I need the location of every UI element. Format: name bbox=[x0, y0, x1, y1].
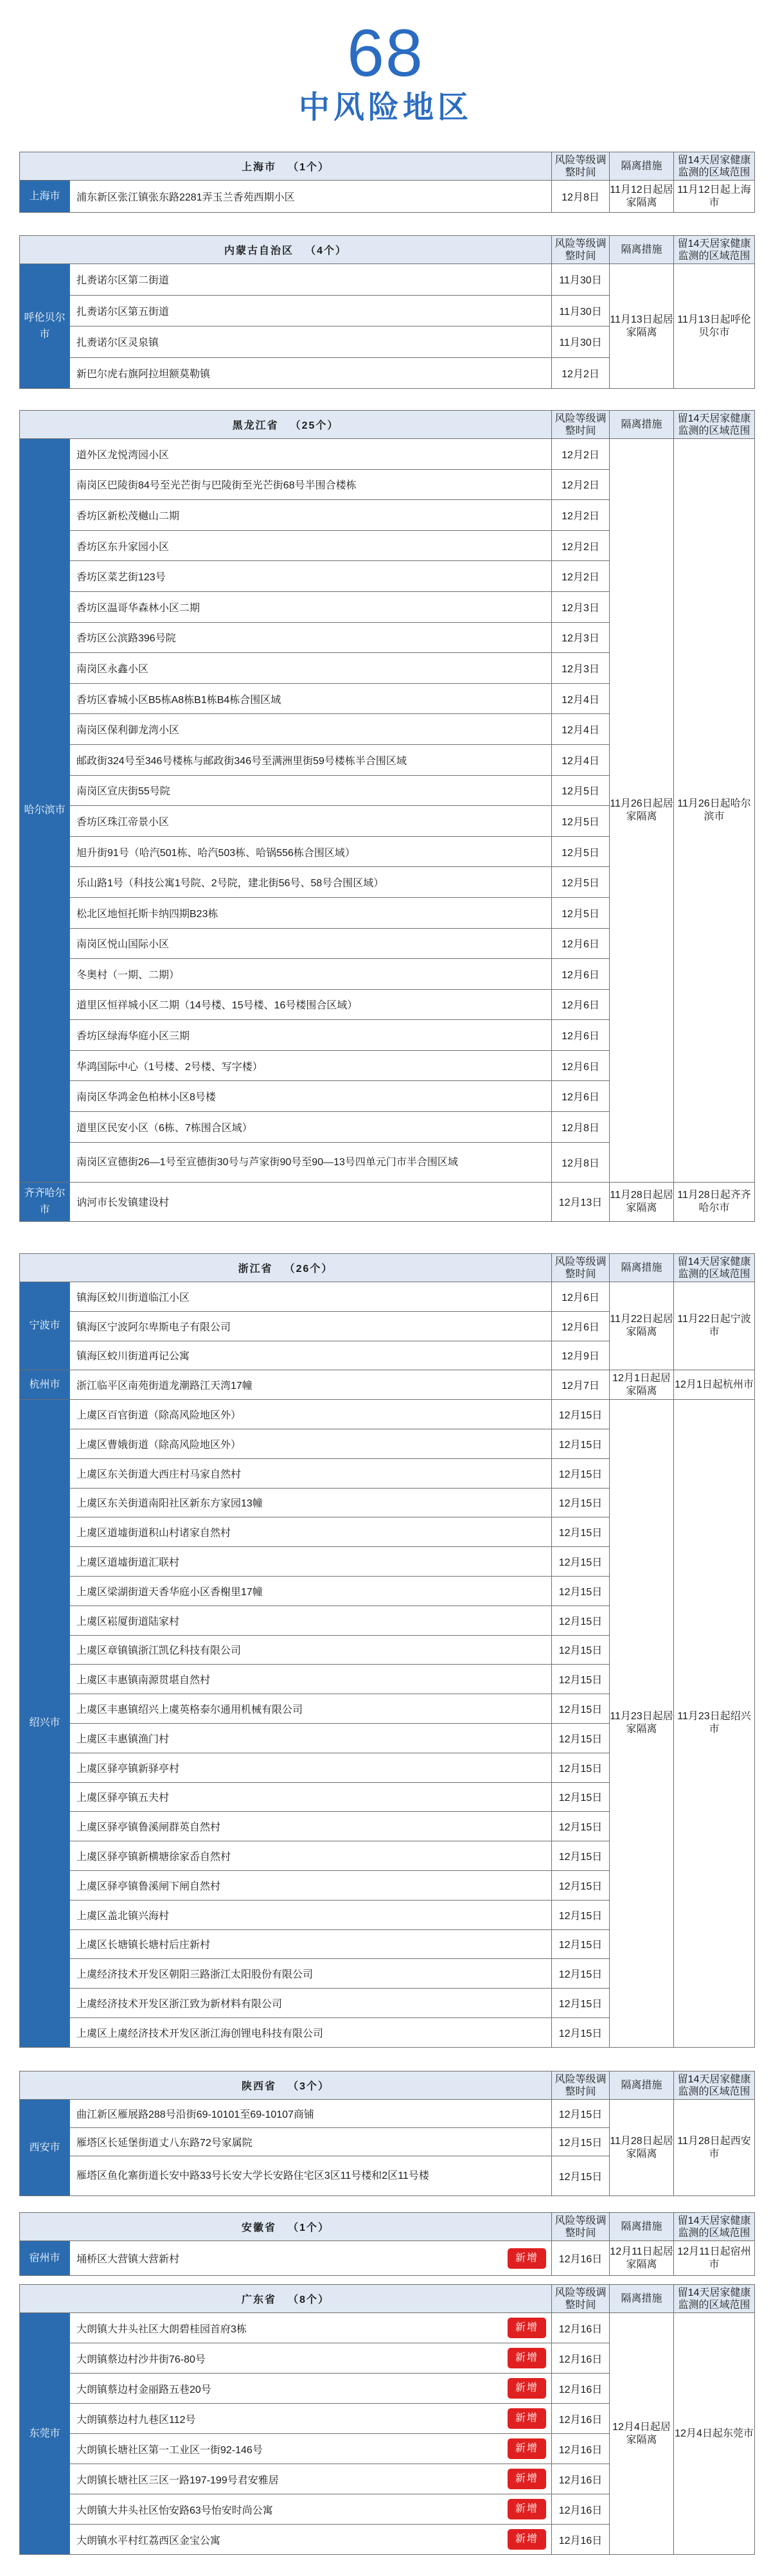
date-cell: 12月16日 bbox=[552, 2374, 610, 2404]
header-monitor-label: 留14天居家健康监测的区域范围 bbox=[674, 152, 755, 181]
header-measure-label: 隔离措施 bbox=[610, 152, 674, 181]
date-cell: 11月30日 bbox=[552, 326, 610, 358]
province-header-row bbox=[20, 411, 755, 439]
date-cell: 12月16日 bbox=[552, 2494, 610, 2525]
province-count: （1个） bbox=[288, 2223, 330, 2233]
date-cell: 12月3日 bbox=[552, 591, 610, 622]
location-cell bbox=[70, 2494, 552, 2525]
province-name: 内蒙古自治区 bbox=[224, 246, 294, 256]
date-cell: 11月30日 bbox=[552, 295, 610, 326]
location-cell: 上虞区崧厦街道陆家村 bbox=[70, 1606, 552, 1635]
location-cell: 上虞区道墟街道积山村诸家自然村 bbox=[70, 1517, 552, 1547]
location-row bbox=[20, 439, 755, 470]
date-cell: 12月6日 bbox=[552, 959, 610, 990]
date-cell: 12月16日 bbox=[552, 2464, 610, 2494]
province-section bbox=[19, 1253, 754, 2048]
location-row bbox=[20, 1182, 755, 1221]
location-cell: 雁塔区长延堡街道丈八东路72号家属院 bbox=[70, 2128, 552, 2156]
location-cell: 南岗区永鑫小区 bbox=[70, 653, 552, 684]
date-cell: 12月2日 bbox=[552, 561, 610, 592]
header-monitor-label: 留14天居家健康监测的区域范围 bbox=[674, 411, 755, 439]
province-header-row bbox=[20, 2213, 755, 2241]
location-text: 大朗镇大井头社区大朗碧桂园首府3栋 bbox=[76, 2323, 247, 2335]
location-text: 大朗镇蔡边村沙井街76-80号 bbox=[76, 2354, 206, 2365]
location-cell: 扎赉诺尔区灵泉镇 bbox=[70, 326, 552, 358]
location-cell: 上虞经济技术开发区朝阳三路浙江太阳股份有限公司 bbox=[70, 1959, 552, 1989]
header-monitor-label: 留14天居家健康监测的区域范围 bbox=[674, 2071, 755, 2100]
province-name: 广东省 bbox=[242, 2294, 277, 2305]
location-cell: 上虞区丰惠镇渔门村 bbox=[70, 1723, 552, 1753]
measure-cell: 12月4日起居家隔离 bbox=[610, 2313, 674, 2555]
date-cell: 12月6日 bbox=[552, 1020, 610, 1051]
location-row bbox=[20, 181, 755, 213]
province-header-row bbox=[20, 1254, 755, 1282]
monitor-cell: 12月1日起杭州市 bbox=[674, 1370, 755, 1400]
location-cell: 南岗区保利御龙湾小区 bbox=[70, 714, 552, 745]
measure-cell: 11月23日起居家隔离 bbox=[610, 1400, 674, 2048]
province-header bbox=[20, 152, 552, 181]
header-measure-label: 隔离措施 bbox=[610, 411, 674, 439]
header-date-label: 风险等级调整时间 bbox=[552, 2285, 610, 2313]
header-date-label: 风险等级调整时间 bbox=[552, 411, 610, 439]
location-cell: 道里区民安小区（6栋、7栋围合区域） bbox=[70, 1112, 552, 1143]
location-cell: 上虞区章镇镇浙江凯亿科技有限公司 bbox=[70, 1635, 552, 1665]
location-cell: 上虞经济技术开发区浙江致为新材料有限公司 bbox=[70, 1989, 552, 2018]
location-cell: 雁塔区鱼化寨街道长安中路33号长安大学长安路住宅区3区11号楼和2区11号楼 bbox=[70, 2156, 552, 2196]
measure-cell: 11月28日起居家隔离 bbox=[610, 2100, 674, 2196]
new-badge: 新增 bbox=[508, 2499, 546, 2519]
location-cell: 香坊区绿海华庭小区三期 bbox=[70, 1020, 552, 1051]
monitor-cell: 11月28日起西安市 bbox=[674, 2100, 755, 2196]
province-table bbox=[19, 152, 755, 213]
new-badge: 新增 bbox=[508, 2469, 546, 2489]
location-cell: 上虞区驿亭镇新横塘徐家岙自然村 bbox=[70, 1841, 552, 1871]
date-cell: 12月6日 bbox=[552, 1081, 610, 1112]
province-count: （25个） bbox=[290, 420, 339, 431]
date-cell: 12月2日 bbox=[552, 530, 610, 561]
location-cell: 上虞区丰惠镇南源贯堪自然村 bbox=[70, 1665, 552, 1694]
date-cell: 12月2日 bbox=[552, 439, 610, 470]
date-cell: 11月30日 bbox=[552, 264, 610, 296]
header-date-label: 风险等级调整时间 bbox=[552, 152, 610, 181]
new-badge: 新增 bbox=[508, 2529, 546, 2550]
monitor-cell: 11月26日起哈尔滨市 bbox=[674, 439, 755, 1183]
date-cell: 12月2日 bbox=[552, 469, 610, 500]
location-text: 大朗镇蔡边村金丽路五巷20号 bbox=[76, 2384, 211, 2395]
city-cell: 呼伦贝尔市 bbox=[20, 264, 70, 389]
page-title: 中风险地区 bbox=[298, 91, 472, 125]
date-cell: 12月3日 bbox=[552, 622, 610, 653]
date-cell: 12月15日 bbox=[552, 1841, 610, 1871]
measure-cell: 11月26日起居家隔离 bbox=[610, 439, 674, 1183]
header-date-label: 风险等级调整时间 bbox=[552, 2213, 610, 2241]
location-cell bbox=[70, 2464, 552, 2494]
date-cell: 12月8日 bbox=[552, 181, 610, 213]
date-cell: 12月9日 bbox=[552, 1341, 610, 1370]
province-section bbox=[19, 152, 754, 213]
location-cell: 上虞区道墟街道汇联村 bbox=[70, 1547, 552, 1577]
location-cell: 浙江临平区南苑街道龙潮路江天湾17幢 bbox=[70, 1370, 552, 1400]
location-row bbox=[20, 1400, 755, 1429]
date-cell: 12月6日 bbox=[552, 1311, 610, 1341]
date-cell: 12月15日 bbox=[552, 2017, 610, 2047]
location-inner bbox=[76, 2408, 551, 2429]
location-cell: 华鸿国际中心（1号楼、2号楼、写字楼） bbox=[70, 1050, 552, 1081]
monitor-cell: 12月11日起宿州市 bbox=[674, 2241, 755, 2276]
location-cell: 讷河市长发镇建设村 bbox=[70, 1182, 552, 1221]
location-cell: 乐山路1号（科技公寓1号院、2号院，建北街56号、58号合围区域） bbox=[70, 867, 552, 898]
location-row bbox=[20, 1282, 755, 1312]
city-cell: 东莞市 bbox=[20, 2313, 70, 2555]
date-cell: 12月8日 bbox=[552, 1142, 610, 1182]
location-cell: 镇海区蛟川街道临江小区 bbox=[70, 1282, 552, 1312]
province-section bbox=[19, 410, 754, 1222]
location-cell: 香坊区温哥华森林小区二期 bbox=[70, 591, 552, 622]
date-cell: 12月15日 bbox=[552, 1694, 610, 1724]
date-cell: 12月13日 bbox=[552, 1182, 610, 1221]
header-date-label: 风险等级调整时间 bbox=[552, 236, 610, 264]
date-cell: 12月15日 bbox=[552, 1959, 610, 1989]
location-cell: 上虞区梁湖街道天香华庭小区香榭里17幢 bbox=[70, 1576, 552, 1606]
date-cell: 12月15日 bbox=[552, 1517, 610, 1547]
location-cell: 南岗区宣庆街55号院 bbox=[70, 775, 552, 806]
date-cell: 12月6日 bbox=[552, 928, 610, 959]
header-date-label: 风险等级调整时间 bbox=[552, 2071, 610, 2100]
header-monitor-label: 留14天居家健康监测的区域范围 bbox=[674, 2285, 755, 2313]
location-cell: 上虞区驿亭镇鲁溪闸群英自然村 bbox=[70, 1812, 552, 1841]
province-header bbox=[20, 1254, 552, 1282]
province-section bbox=[19, 235, 754, 389]
date-cell: 12月15日 bbox=[552, 1870, 610, 1900]
date-cell: 12月16日 bbox=[552, 2404, 610, 2434]
location-cell: 香坊区菜艺街123号 bbox=[70, 561, 552, 592]
header-measure-label: 隔离措施 bbox=[610, 1254, 674, 1282]
date-cell: 12月15日 bbox=[552, 1665, 610, 1694]
header-monitor-label: 留14天居家健康监测的区域范围 bbox=[674, 236, 755, 264]
location-cell: 南岗区华鸿金色柏林小区8号楼 bbox=[70, 1081, 552, 1112]
province-header-row bbox=[20, 152, 755, 181]
date-cell: 12月15日 bbox=[552, 1458, 610, 1488]
location-cell: 浦东新区张江镇张东路2281弄玉兰香苑西期小区 bbox=[70, 181, 552, 213]
location-cell bbox=[70, 2241, 552, 2276]
date-cell: 12月16日 bbox=[552, 2434, 610, 2464]
location-cell: 镇海区蛟川街道再记公寓 bbox=[70, 1341, 552, 1370]
location-text: 大朗镇蔡边村九巷区112号 bbox=[76, 2414, 196, 2426]
location-cell bbox=[70, 2434, 552, 2464]
location-cell: 曲江新区雁展路288号沿街69-10101至69-10107商铺 bbox=[70, 2100, 552, 2128]
measure-cell: 11月12日起居家隔离 bbox=[610, 181, 674, 213]
header-measure-label: 隔离措施 bbox=[610, 2213, 674, 2241]
province-section bbox=[19, 2071, 754, 2196]
location-cell: 邮政街324号至346号楼栋与邮政街346号至满洲里街59号楼栋半合围区域 bbox=[70, 744, 552, 775]
location-cell: 道外区龙悦湾园小区 bbox=[70, 439, 552, 470]
date-cell: 12月6日 bbox=[552, 1050, 610, 1081]
date-cell: 12月15日 bbox=[552, 1723, 610, 1753]
location-row bbox=[20, 2100, 755, 2128]
date-cell: 12月3日 bbox=[552, 653, 610, 684]
date-cell: 12月15日 bbox=[552, 1429, 610, 1458]
measure-cell: 12月1日起居家隔离 bbox=[610, 1370, 674, 1400]
header-measure-label: 隔离措施 bbox=[610, 2071, 674, 2100]
date-cell: 12月2日 bbox=[552, 500, 610, 531]
province-name: 上海市 bbox=[242, 162, 277, 173]
location-cell: 上虞区上虞经济技术开发区浙江海创锂电科技有限公司 bbox=[70, 2017, 552, 2047]
location-inner bbox=[76, 2318, 551, 2338]
date-cell: 12月15日 bbox=[552, 1812, 610, 1841]
new-badge: 新增 bbox=[508, 2318, 546, 2338]
location-inner bbox=[76, 2378, 551, 2399]
location-cell: 道里区恒祥城小区二期（14号楼、15号楼、16号楼围合区域） bbox=[70, 989, 552, 1020]
monitor-cell: 11月13日起呼伦贝尔市 bbox=[674, 264, 755, 389]
province-header-row bbox=[20, 236, 755, 264]
location-inner bbox=[76, 2469, 551, 2489]
monitor-cell: 11月22日起宁波市 bbox=[674, 1282, 755, 1370]
date-cell: 12月6日 bbox=[552, 989, 610, 1020]
date-cell: 12月15日 bbox=[552, 1900, 610, 1929]
province-table bbox=[19, 2212, 755, 2276]
province-header bbox=[20, 2213, 552, 2241]
date-cell: 12月6日 bbox=[552, 1282, 610, 1312]
location-cell: 镇海区宁波阿尔卑斯电子有限公司 bbox=[70, 1311, 552, 1341]
city-cell: 哈尔滨市 bbox=[20, 439, 70, 1183]
city-cell: 宁波市 bbox=[20, 1282, 70, 1370]
header-measure-label: 隔离措施 bbox=[610, 236, 674, 264]
province-name: 安徽省 bbox=[242, 2223, 277, 2233]
location-cell: 上虞区曹娥街道（除高风险地区外） bbox=[70, 1429, 552, 1458]
header-measure-label: 隔离措施 bbox=[610, 2285, 674, 2313]
location-cell: 香坊区珠江帝景小区 bbox=[70, 806, 552, 837]
new-badge: 新增 bbox=[508, 2348, 546, 2368]
location-cell: 香坊区睿城小区B5栋A8栋B1栋B4栋合围区域 bbox=[70, 683, 552, 714]
location-cell: 新巴尔虎右旗阿拉坦额莫勒镇 bbox=[70, 357, 552, 389]
city-cell: 齐齐哈尔市 bbox=[20, 1182, 70, 1221]
province-section bbox=[19, 2284, 754, 2555]
date-cell: 12月2日 bbox=[552, 357, 610, 389]
province-header bbox=[20, 236, 552, 264]
province-table bbox=[19, 410, 755, 1222]
location-inner bbox=[76, 2438, 551, 2459]
province-header bbox=[20, 411, 552, 439]
location-cell: 香坊区新松茂樾山二期 bbox=[70, 500, 552, 531]
location-inner bbox=[76, 2529, 551, 2550]
date-cell: 12月4日 bbox=[552, 744, 610, 775]
date-cell: 12月5日 bbox=[552, 897, 610, 928]
date-cell: 12月16日 bbox=[552, 2241, 610, 2276]
location-cell: 冬奥村（一期、二期） bbox=[70, 959, 552, 990]
location-cell bbox=[70, 2313, 552, 2343]
monitor-cell: 11月12日起上海市 bbox=[674, 181, 755, 213]
location-row bbox=[20, 1370, 755, 1400]
province-count: （8个） bbox=[288, 2294, 330, 2305]
date-cell: 12月5日 bbox=[552, 867, 610, 898]
location-cell bbox=[70, 2343, 552, 2374]
province-section bbox=[19, 2212, 754, 2276]
location-text: 大朗镇长塘社区第一工业区一街92-146号 bbox=[76, 2444, 263, 2456]
city-cell: 上海市 bbox=[20, 181, 70, 213]
monitor-cell: 12月4日起东莞市 bbox=[674, 2313, 755, 2555]
location-cell: 南岗区宣德街26—1号至宣德街30号与芦家街90号至90—13号四单元门市半合围区域 bbox=[70, 1142, 552, 1182]
location-cell: 南岗区悦山国际小区 bbox=[70, 928, 552, 959]
location-cell: 上虞区丰惠镇绍兴上虞英格泰尔通用机械有限公司 bbox=[70, 1694, 552, 1724]
date-cell: 12月15日 bbox=[552, 1576, 610, 1606]
province-name: 陕西省 bbox=[242, 2081, 277, 2092]
measure-cell: 11月13日起居家隔离 bbox=[610, 264, 674, 389]
measure-cell: 11月28日起居家隔离 bbox=[610, 1182, 674, 1221]
measure-cell: 11月22日起居家隔离 bbox=[610, 1282, 674, 1370]
location-cell: 上虞区东关街道大西庄村马家自然村 bbox=[70, 1458, 552, 1488]
province-count: （26个） bbox=[284, 1264, 333, 1275]
province-count: （1个） bbox=[288, 162, 330, 173]
city-cell: 杭州市 bbox=[20, 1370, 70, 1400]
header-date-label: 风险等级调整时间 bbox=[552, 1254, 610, 1282]
province-header bbox=[20, 2285, 552, 2313]
date-cell: 12月16日 bbox=[552, 2313, 610, 2343]
new-badge: 新增 bbox=[508, 2248, 546, 2269]
date-cell: 12月15日 bbox=[552, 1400, 610, 1429]
location-text: 大朗镇水平村红荔西区金宝公寓 bbox=[76, 2535, 221, 2546]
date-cell: 12月5日 bbox=[552, 806, 610, 837]
location-cell: 上虞区驿亭镇五夫村 bbox=[70, 1782, 552, 1812]
date-cell: 12月15日 bbox=[552, 1635, 610, 1665]
province-table bbox=[19, 1253, 755, 2048]
date-cell: 12月8日 bbox=[552, 1112, 610, 1143]
monitor-cell: 11月23日起绍兴市 bbox=[674, 1400, 755, 2048]
date-cell: 12月7日 bbox=[552, 1370, 610, 1400]
date-cell: 12月15日 bbox=[552, 2128, 610, 2156]
province-header bbox=[20, 2071, 552, 2100]
location-cell: 香坊区公滨路396号院 bbox=[70, 622, 552, 653]
location-cell: 扎赉诺尔区第五街道 bbox=[70, 295, 552, 326]
province-header-row bbox=[20, 2285, 755, 2313]
location-row bbox=[20, 2241, 755, 2276]
location-row bbox=[20, 264, 755, 296]
location-cell: 上虞区驿亭镇新驿亭村 bbox=[70, 1753, 552, 1782]
date-cell: 12月16日 bbox=[552, 2343, 610, 2374]
location-cell: 松北区地恒托斯卡纳四期B23栋 bbox=[70, 897, 552, 928]
location-inner bbox=[76, 2348, 551, 2368]
new-badge: 新增 bbox=[508, 2438, 546, 2459]
location-cell: 上虞区长塘镇长塘村后庄新村 bbox=[70, 1929, 552, 1959]
area-count: 68 bbox=[347, 16, 424, 91]
city-cell: 绍兴市 bbox=[20, 1400, 70, 2048]
location-cell: 扎赉诺尔区第二街道 bbox=[70, 264, 552, 296]
location-cell: 旭升街91号（哈汽501栋、哈汽503栋、哈锅556栋合围区域） bbox=[70, 836, 552, 867]
city-cell: 西安市 bbox=[20, 2100, 70, 2196]
province-table bbox=[19, 235, 755, 389]
location-cell: 上虞区盖北镇兴海村 bbox=[70, 1900, 552, 1929]
location-text: 大朗镇大井头社区怡安路63号怡安时尚公寓 bbox=[76, 2505, 273, 2516]
date-cell: 12月15日 bbox=[552, 1606, 610, 1635]
location-cell: 上虞区百官街道（除高风险地区外） bbox=[70, 1400, 552, 1429]
new-badge: 新增 bbox=[508, 2408, 546, 2429]
date-cell: 12月5日 bbox=[552, 836, 610, 867]
province-name: 黑龙江省 bbox=[232, 420, 279, 431]
province-table bbox=[19, 2071, 755, 2196]
city-cell: 宿州市 bbox=[20, 2241, 70, 2276]
province-name: 浙江省 bbox=[238, 1264, 273, 1275]
province-count: （4个） bbox=[305, 246, 347, 256]
province-count: （3个） bbox=[288, 2081, 330, 2092]
location-cell bbox=[70, 2525, 552, 2555]
header-monitor-label: 留14天居家健康监测的区域范围 bbox=[674, 2213, 755, 2241]
date-cell: 12月15日 bbox=[552, 2100, 610, 2128]
header-monitor-label: 留14天居家健康监测的区域范围 bbox=[674, 1254, 755, 1282]
location-cell bbox=[70, 2404, 552, 2434]
location-cell: 上虞区驿亭镇鲁溪闸下闸自然村 bbox=[70, 1870, 552, 1900]
location-row bbox=[20, 2313, 755, 2343]
location-text: 埇桥区大营镇大营新村 bbox=[76, 2254, 180, 2265]
date-cell: 12月15日 bbox=[552, 1547, 610, 1577]
location-cell bbox=[70, 2374, 552, 2404]
date-cell: 12月15日 bbox=[552, 2156, 610, 2196]
location-text: 大朗镇长塘社区三区一路197-199号君安雅居 bbox=[76, 2474, 279, 2486]
location-cell: 南岗区巴陵街84号至光芒街与巴陵街至光芒街68号半围合楼栋 bbox=[70, 469, 552, 500]
location-inner bbox=[76, 2248, 551, 2269]
new-badge: 新增 bbox=[508, 2378, 546, 2399]
location-cell: 香坊区东升家园小区 bbox=[70, 530, 552, 561]
date-cell: 12月4日 bbox=[552, 683, 610, 714]
date-cell: 12月15日 bbox=[552, 1989, 610, 2018]
date-cell: 12月15日 bbox=[552, 1782, 610, 1812]
date-cell: 12月15日 bbox=[552, 1488, 610, 1517]
measure-cell: 12月11日起居家隔离 bbox=[610, 2241, 674, 2276]
location-cell: 上虞区东关街道南阳社区新东方家园13幢 bbox=[70, 1488, 552, 1517]
monitor-cell: 11月28日起齐齐哈尔市 bbox=[674, 1182, 755, 1221]
date-cell: 12月15日 bbox=[552, 1753, 610, 1782]
date-cell: 12月4日 bbox=[552, 714, 610, 745]
date-cell: 12月5日 bbox=[552, 775, 610, 806]
location-inner bbox=[76, 2499, 551, 2519]
date-cell: 12月16日 bbox=[552, 2525, 610, 2555]
province-header-row bbox=[20, 2071, 755, 2100]
province-table bbox=[19, 2284, 755, 2555]
date-cell: 12月15日 bbox=[552, 1929, 610, 1959]
